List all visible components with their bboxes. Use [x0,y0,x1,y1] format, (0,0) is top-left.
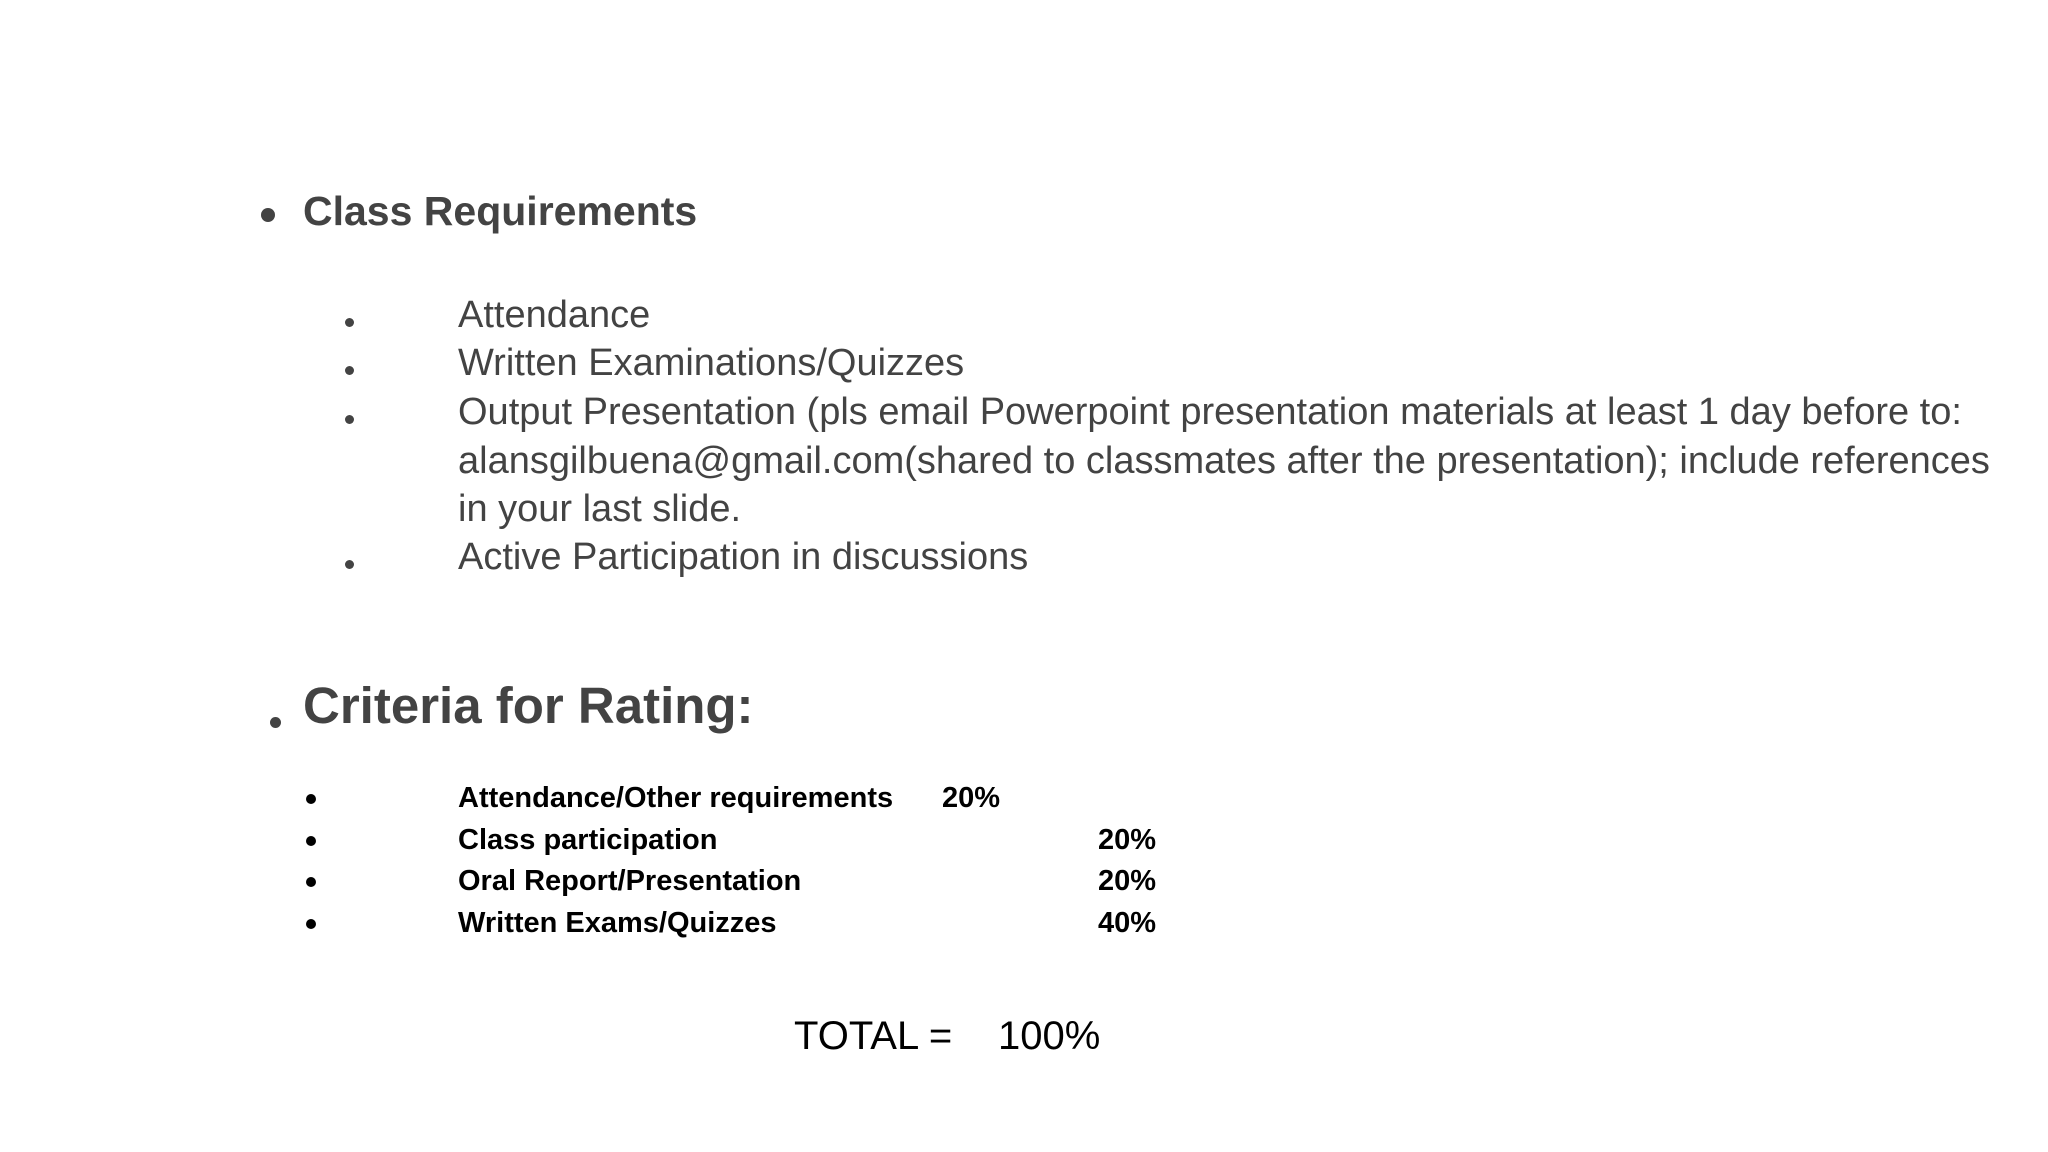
bullet-icon [306,836,316,846]
requirement-item-attendance: Attendance [458,294,651,336]
requirement-item-active-participation: Active Participation in discussions [458,536,1029,578]
criteria-label: Written Exams/Quizzes [458,907,777,939]
criteria-heading: Criteria for Rating: [303,677,754,734]
bullet-icon [306,877,316,887]
bullet-icon [345,415,354,424]
criteria-label: Oral Report/Presentation [458,865,802,897]
criteria-percent: 40% [1098,907,1157,939]
total-label: TOTAL = [794,1014,953,1058]
total-value: 100% [998,1014,1101,1058]
criteria-label: Attendance/Other requirements [458,782,894,814]
criteria-percent: 20% [1098,865,1157,897]
criteria-percent: 20% [942,782,1001,814]
bullet-icon [345,560,354,569]
bullet-icon [306,794,316,804]
criteria-percent: 20% [1098,824,1157,856]
bullet-icon [345,366,354,375]
requirement-item-written-exams: Written Examinations/Quizzes [458,342,965,384]
requirement-item-output-presentation: Output Presentation (pls email Powerpoint presentation materials at least 1 day before to: alansgilbuena@gmail.com(shared to classmates after the presentation); include references in your last slide. [458,391,1990,530]
bullet-icon [270,717,281,728]
bullet-icon [345,318,354,327]
bullet-icon [261,208,275,222]
class-requirements-heading: Class Requirements [303,188,698,234]
criteria-label: Class participation [458,824,718,856]
bullet-icon [306,919,316,929]
